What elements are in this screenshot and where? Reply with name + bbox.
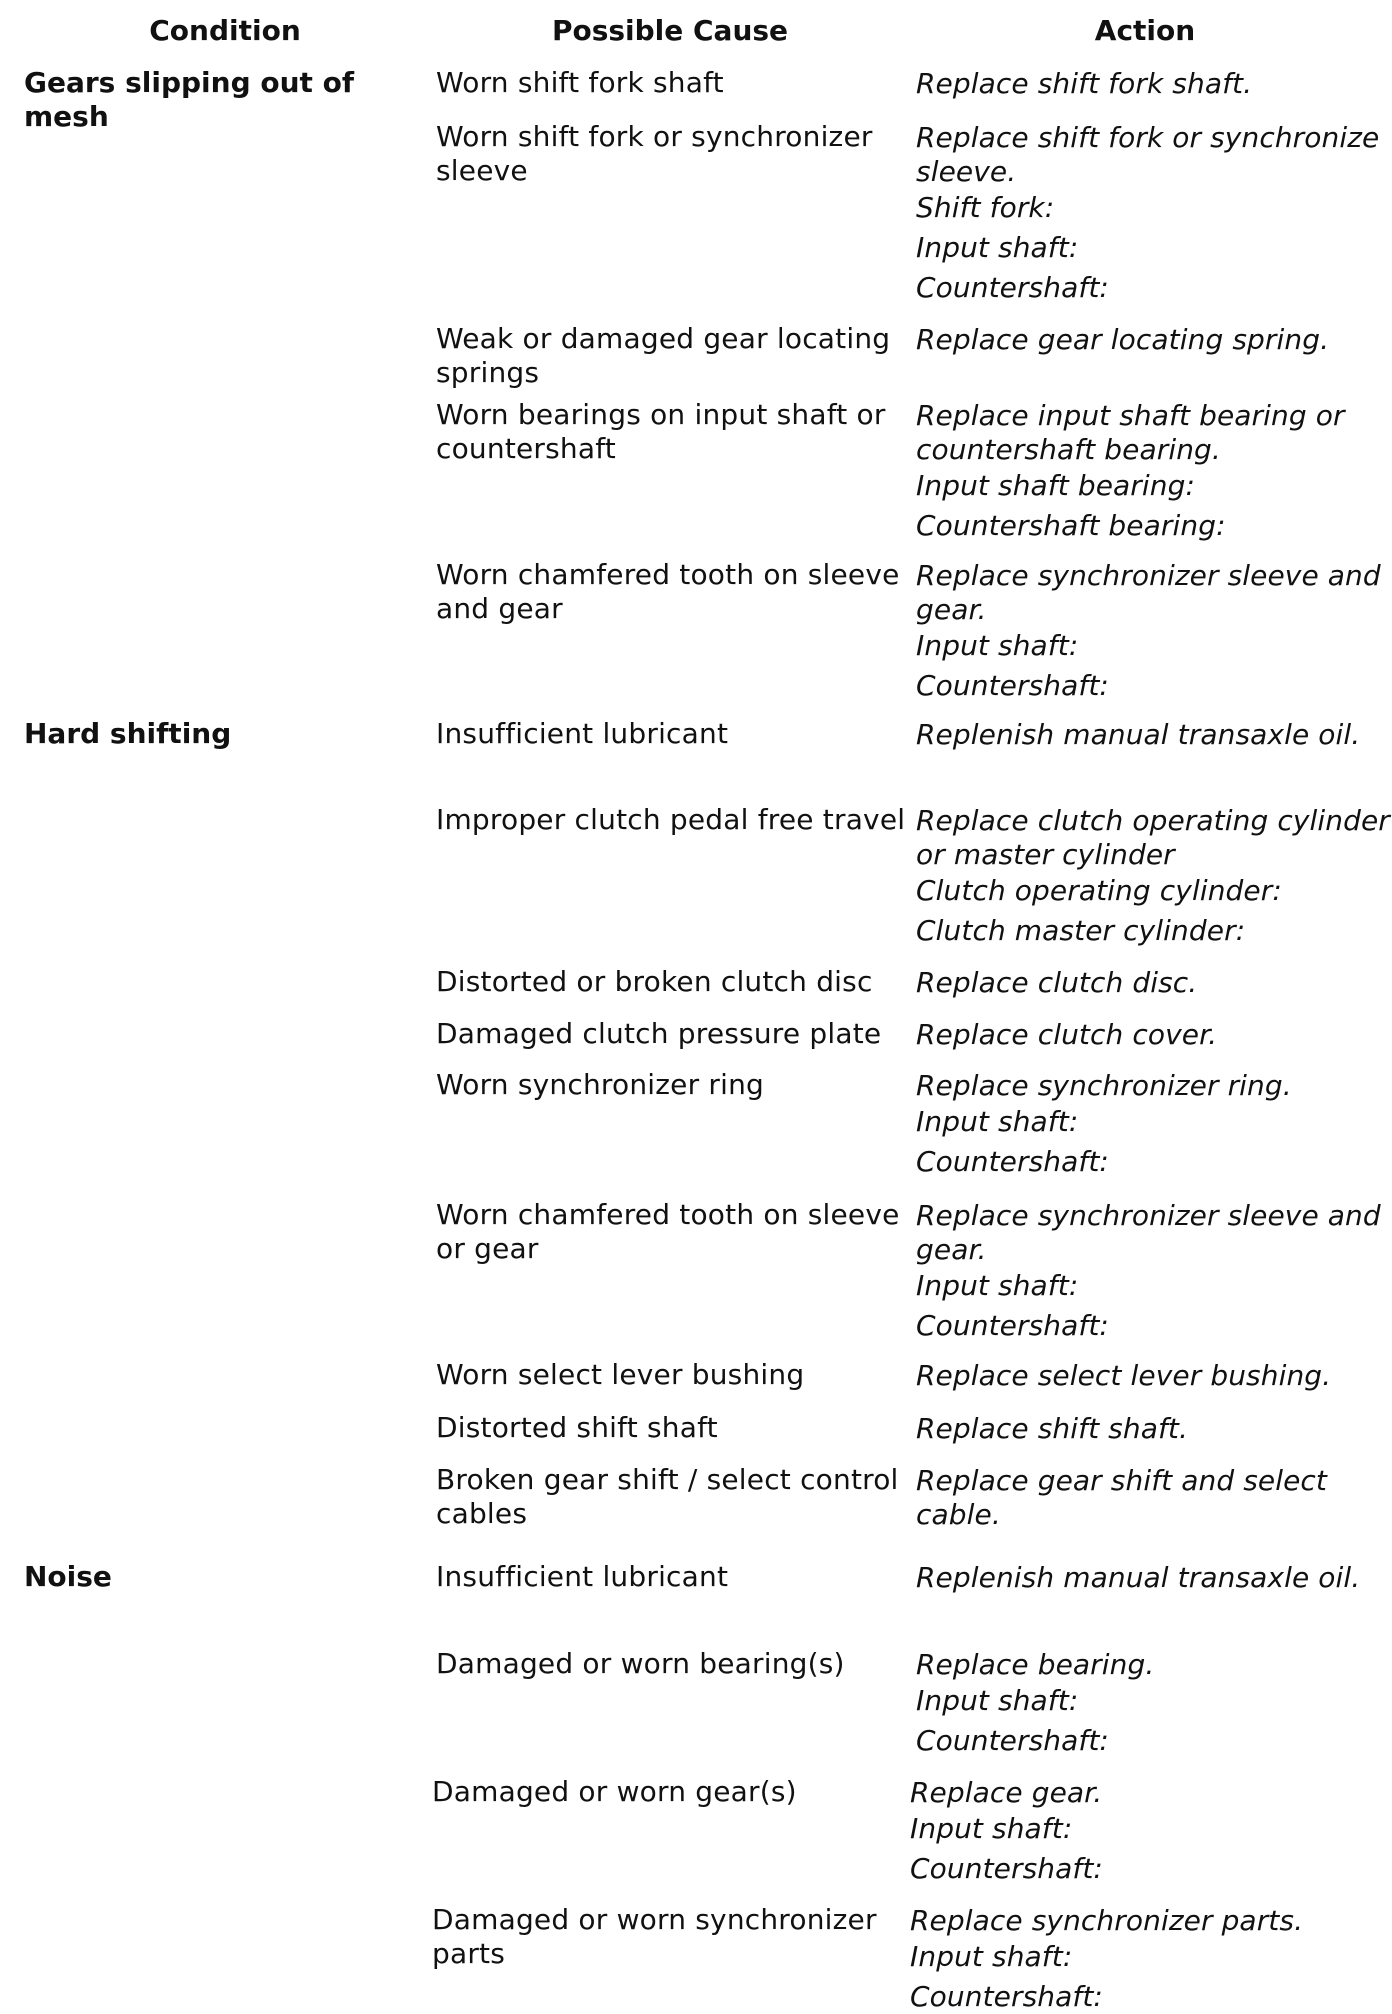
action-text: Replace clutch operating cylinder or master cylinder bbox=[916, 804, 1390, 871]
possible-cause: Worn shift fork shaft bbox=[436, 66, 724, 99]
action-cell bbox=[916, 804, 1392, 948]
action-text: Replace synchronizer sleeve and gear. bbox=[916, 1199, 1381, 1266]
action-subitem: Countershaft: bbox=[916, 271, 1109, 304]
possible-cause: Damaged or worn synchronizer parts bbox=[432, 1903, 877, 1970]
possible-cause: Broken gear shift / select control cables bbox=[436, 1463, 899, 1530]
action-text: Replace synchronizer parts. bbox=[910, 1904, 1304, 1937]
action-text: Replace shift fork shaft. bbox=[916, 67, 1253, 100]
action-text: Replace bearing. bbox=[916, 1648, 1155, 1681]
action-text: Replace gear. bbox=[910, 1776, 1103, 1809]
action-cell bbox=[916, 1069, 1392, 1179]
possible-cause: Damaged clutch pressure plate bbox=[436, 1017, 882, 1050]
action-cell bbox=[910, 1904, 1390, 2014]
action-subitem: Clutch master cylinder: bbox=[916, 914, 1246, 947]
action-subitem: Shift fork: bbox=[916, 191, 1055, 224]
action-text: Replenish manual transaxle oil. bbox=[916, 718, 1361, 751]
action-subitem: Countershaft: bbox=[910, 1980, 1103, 2013]
action-text: Replace gear shift and select cable. bbox=[916, 1464, 1328, 1531]
action-text: Replace input shaft bearing or countershaft bearing. bbox=[916, 399, 1345, 466]
header-possible-cause: Possible Cause bbox=[551, 14, 789, 47]
action-cell bbox=[916, 1359, 1392, 1393]
action-subitem: Input shaft: bbox=[910, 1812, 1073, 1845]
action-cell bbox=[916, 559, 1392, 703]
action-text: Replace shift shaft. bbox=[916, 1412, 1188, 1445]
action-cell bbox=[916, 1412, 1392, 1446]
action-subitem: Countershaft: bbox=[916, 1145, 1109, 1178]
action-cell bbox=[916, 67, 1392, 101]
action-cell bbox=[916, 718, 1392, 752]
possible-cause: Worn bearings on input shaft or countershaft bbox=[436, 398, 886, 465]
action-cell bbox=[916, 121, 1392, 305]
action-subitem: Countershaft: bbox=[916, 1309, 1109, 1342]
action-cell bbox=[916, 1561, 1392, 1595]
action-text: Replace clutch cover. bbox=[916, 1018, 1218, 1051]
action-subitem: Input shaft: bbox=[916, 1105, 1079, 1138]
action-text: Replace select lever bushing. bbox=[916, 1359, 1332, 1392]
action-subitem: Input shaft: bbox=[910, 1940, 1073, 1973]
possible-cause: Worn synchronizer ring bbox=[436, 1068, 764, 1101]
action-text: Replace synchronizer ring. bbox=[916, 1069, 1292, 1102]
action-subitem: Countershaft bearing: bbox=[916, 509, 1226, 542]
possible-cause: Insufficient lubricant bbox=[436, 1560, 729, 1593]
action-cell bbox=[910, 1776, 1390, 1886]
action-subitem: Countershaft: bbox=[916, 669, 1109, 702]
action-subitem: Input shaft: bbox=[916, 231, 1079, 264]
possible-cause: Worn select lever bushing bbox=[436, 1358, 805, 1391]
possible-cause: Weak or damaged gear locating springs bbox=[436, 322, 891, 389]
possible-cause: Worn shift fork or synchronizer sleeve bbox=[436, 120, 873, 187]
action-subitem: Input shaft: bbox=[916, 1269, 1079, 1302]
condition-label: Noise bbox=[24, 1560, 112, 1593]
action-cell bbox=[916, 1018, 1392, 1052]
header-condition: Condition bbox=[149, 14, 301, 47]
action-subitem: Countershaft: bbox=[910, 1852, 1103, 1885]
possible-cause: Worn chamfered tooth on sleeve or gear bbox=[436, 1198, 900, 1265]
action-text: Replace shift fork or synchronize sleeve. bbox=[916, 121, 1380, 188]
action-subitem: Countershaft: bbox=[916, 1724, 1109, 1757]
action-subitem: Input shaft bearing: bbox=[916, 469, 1196, 502]
action-cell bbox=[916, 966, 1392, 1000]
action-subitem: Input shaft: bbox=[916, 629, 1079, 662]
action-cell bbox=[916, 323, 1392, 357]
possible-cause: Distorted or broken clutch disc bbox=[436, 965, 873, 998]
condition-label: Gears slipping out of mesh bbox=[24, 66, 355, 133]
action-cell bbox=[916, 1464, 1392, 1532]
header-action: Action bbox=[1094, 14, 1196, 47]
possible-cause: Worn chamfered tooth on sleeve and gear bbox=[436, 558, 900, 625]
possible-cause: Improper clutch pedal free travel bbox=[436, 803, 906, 836]
action-cell bbox=[916, 1199, 1392, 1343]
action-cell bbox=[916, 1648, 1392, 1758]
possible-cause: Damaged or worn bearing(s) bbox=[436, 1647, 845, 1680]
action-text: Replenish manual transaxle oil. bbox=[916, 1561, 1361, 1594]
action-text: Replace gear locating spring. bbox=[916, 323, 1330, 356]
action-text: Replace clutch disc. bbox=[916, 966, 1198, 999]
possible-cause: Damaged or worn gear(s) bbox=[432, 1775, 797, 1808]
action-subitem: Clutch operating cylinder: bbox=[916, 874, 1282, 907]
action-subitem: Input shaft: bbox=[916, 1684, 1079, 1717]
action-text: Replace synchronizer sleeve and gear. bbox=[916, 559, 1381, 626]
possible-cause: Distorted shift shaft bbox=[436, 1411, 718, 1444]
action-cell bbox=[916, 399, 1392, 543]
possible-cause: Insufficient lubricant bbox=[436, 717, 729, 750]
condition-label: Hard shifting bbox=[24, 717, 232, 750]
